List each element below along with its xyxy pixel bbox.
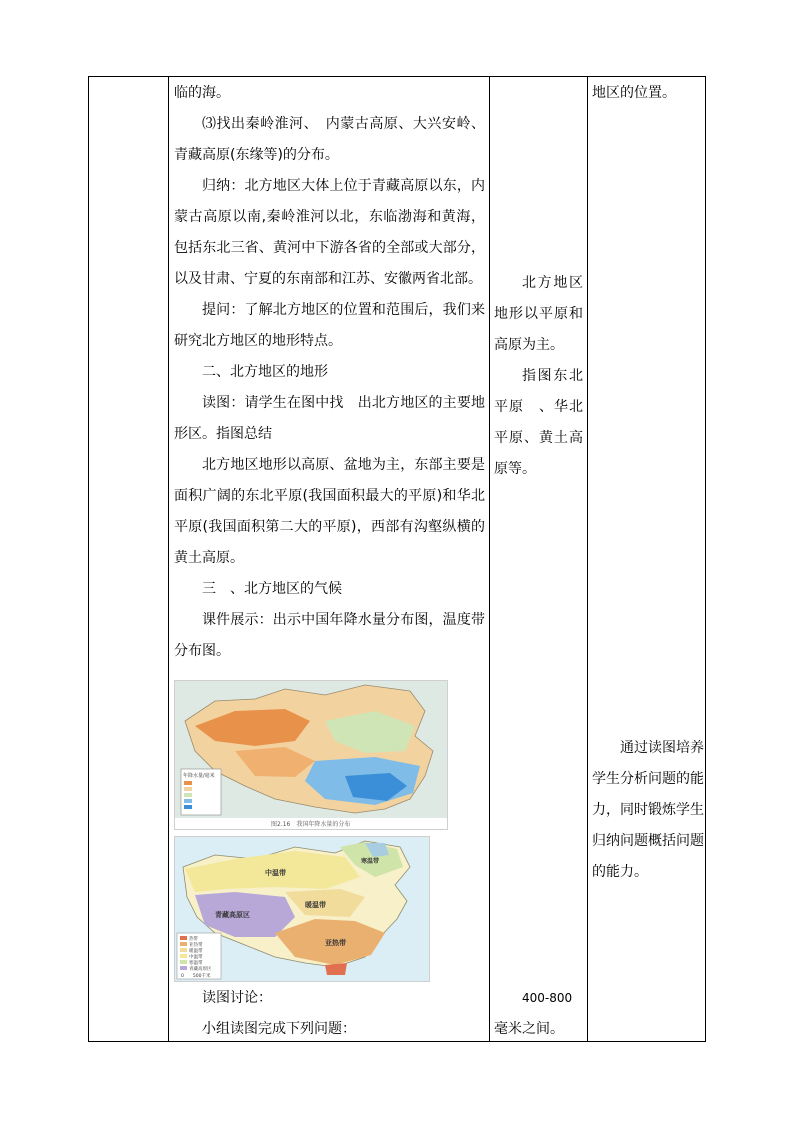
legend-item: 暖温带: [189, 949, 203, 954]
lesson-table: [88, 76, 706, 1042]
student-note: 指图东北平原 、华北平原、黄土高原等。: [494, 368, 583, 477]
paragraph: 北方地区地形以高原、盆地为主，东部主要是面积广阔的东北平原(我国面积最大的平原)和华北平原(我国面积第二大的平原)，西部有沟壑纵横的黄土高原。: [174, 457, 485, 566]
temperature-zone-map: [174, 836, 430, 982]
column-divider: [587, 77, 588, 1041]
student-note: 毫米之间。: [494, 1021, 564, 1037]
zone-label: 青藏高原区: [215, 911, 250, 919]
column-divider: [489, 77, 490, 1041]
zone-label: 寒温带: [361, 858, 380, 865]
student-note: 400-800: [522, 991, 573, 1005]
zone-label: 亚热带: [325, 939, 346, 947]
section-heading: 二、北方地区的地形: [202, 364, 328, 380]
legend-item: 中温带: [189, 955, 203, 960]
map-legend-title: 年降水量/毫米: [183, 773, 215, 779]
intent-note: 通过读图培养学生分析问题的能力，同时锻炼学生归纳问题概括问题的能力。: [592, 740, 704, 880]
legend-item: 青藏高原区: [189, 967, 212, 972]
precipitation-map: [174, 680, 448, 830]
zone-label: 暖温带: [305, 901, 326, 909]
paragraph: ⑶找出秦岭淮河、 内蒙古高原、大兴安岭、青藏高原(东缘等)的分布。: [174, 116, 485, 163]
paragraph: 提问：了解北方地区的位置和范围后，我们来研究北方地区的地形特点。: [174, 302, 485, 349]
map-scale: 0 500千米: [181, 974, 211, 979]
student-activity: [491, 77, 586, 1041]
map-caption: 图2.16 我国年降水量的分布: [271, 821, 351, 828]
intent-note: 地区的位置。: [592, 85, 676, 101]
temperature-zone-map-graphic: [175, 837, 429, 981]
paragraph: 课件展示：出示中国年降水量分布图，温度带分布图。: [174, 612, 485, 659]
precipitation-map-graphic: [175, 681, 447, 829]
empty-cell: [89, 77, 168, 1041]
zone-label: 中温带: [265, 869, 286, 877]
paragraph: 小组读图完成下列问题：: [202, 1021, 356, 1037]
paragraph: 读图讨论：: [202, 990, 272, 1006]
teaching-content: [170, 77, 489, 1041]
paragraph: 读图：请学生在图中找 出北方地区的主要地形区。指图总结: [174, 395, 485, 442]
student-note: 北方地区地形以平原和高原为主。: [494, 275, 583, 353]
design-intent: [589, 77, 707, 1041]
legend-item: 亚热带: [189, 943, 203, 948]
legend-item: 热带: [189, 937, 198, 942]
column-divider: [168, 77, 169, 1041]
section-heading: 三 、北方地区的气候: [202, 581, 342, 597]
paragraph: 归纳：北方地区大体上位于青藏高原以东，内蒙古高原以南,秦岭淮河以北，东临渤海和黄海，包括东北三省、黄河中下游各省的全部或大部分，以及甘肃、宁夏的东南部和江苏、安徽两省北部。: [174, 178, 485, 287]
legend-item: 寒温带: [189, 961, 203, 966]
paragraph: 临的海。: [174, 85, 230, 101]
